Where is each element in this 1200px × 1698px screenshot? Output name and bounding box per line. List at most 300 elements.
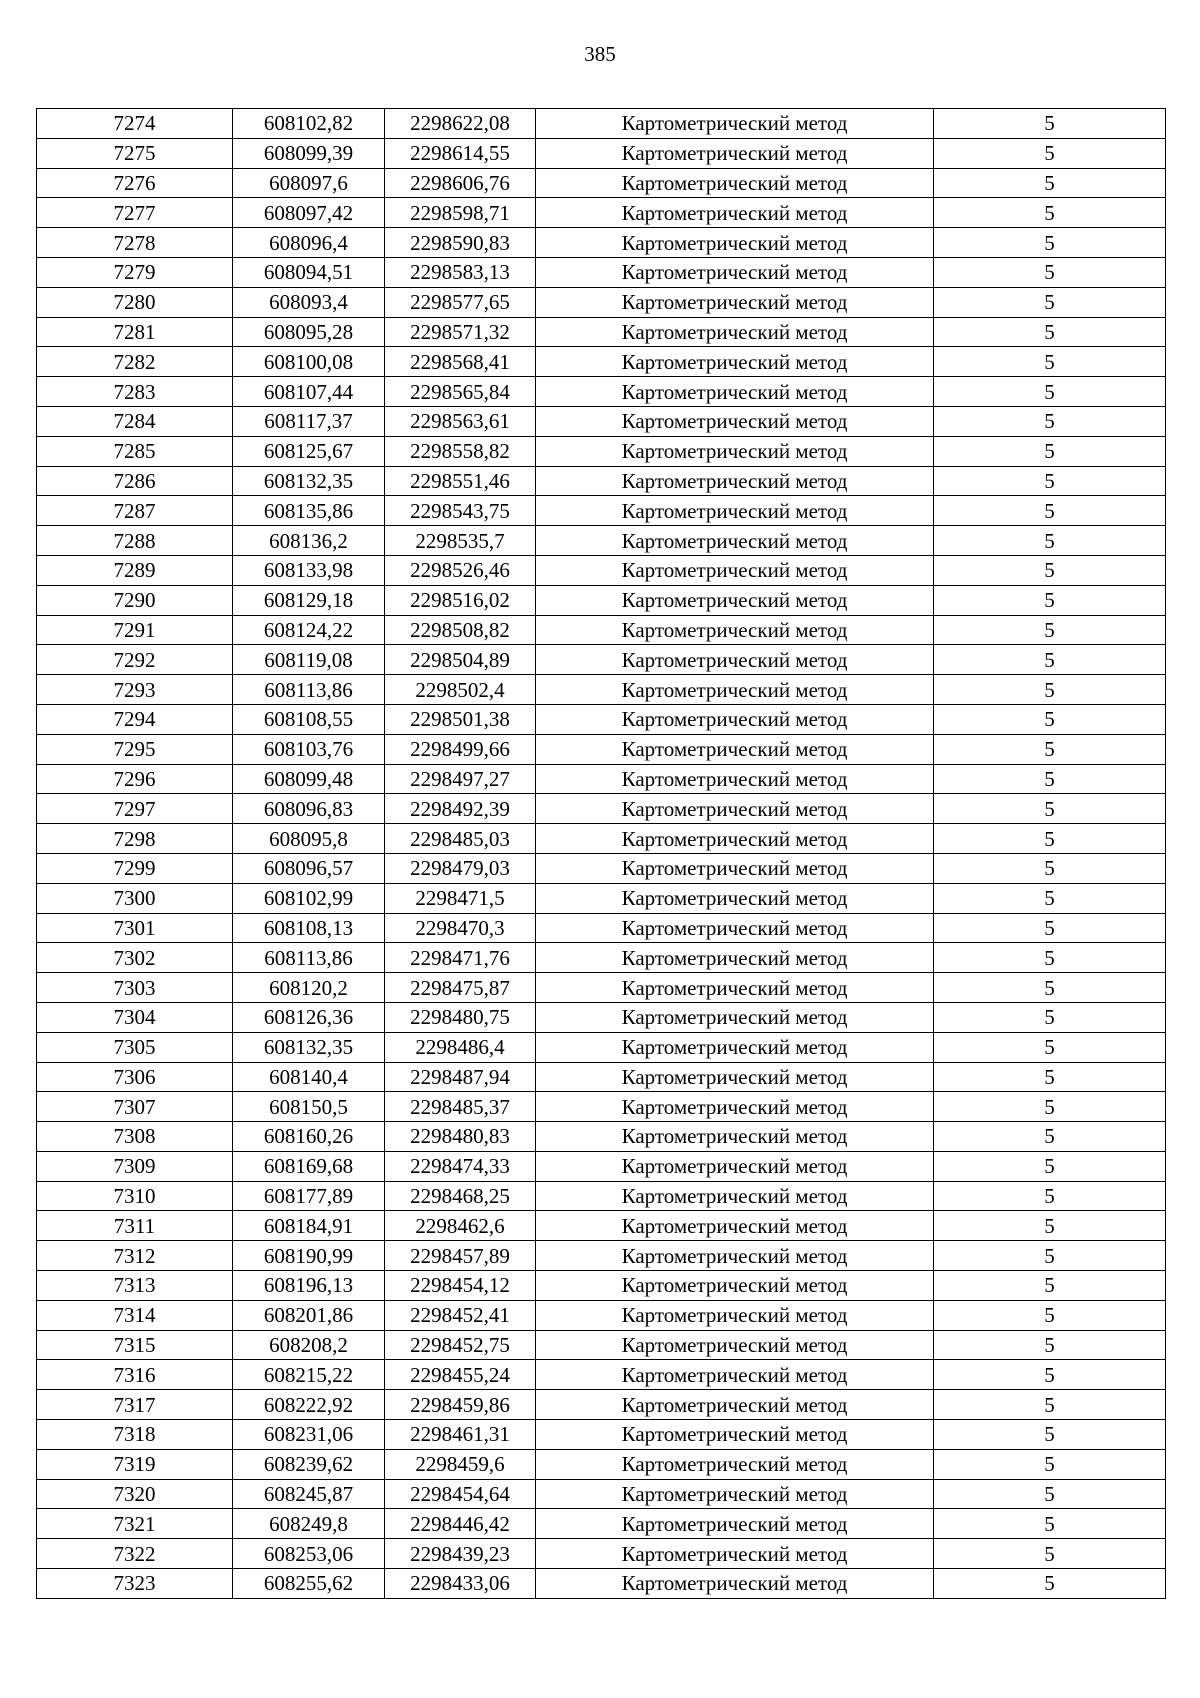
y-coordinate-cell: 2298468,25 [385, 1181, 536, 1211]
method-cell: Картометрический метод [536, 1539, 934, 1569]
point-number-cell: 7290 [37, 585, 233, 615]
method-cell: Картометрический метод [536, 883, 934, 913]
table-row [37, 257, 1166, 287]
point-number-cell: 7314 [37, 1300, 233, 1330]
accuracy-cell: 5 [934, 824, 1166, 854]
y-coordinate-cell: 2298606,76 [385, 168, 536, 198]
table-row [37, 1420, 1166, 1450]
method-cell: Картометрический метод [536, 764, 934, 794]
y-coordinate-cell: 2298558,82 [385, 436, 536, 466]
y-coordinate-cell: 2298480,83 [385, 1122, 536, 1152]
method-cell: Картометрический метод [536, 1569, 934, 1599]
point-number-cell: 7298 [37, 824, 233, 854]
point-number-cell: 7323 [37, 1569, 233, 1599]
y-coordinate-cell: 2298452,75 [385, 1330, 536, 1360]
accuracy-cell: 5 [934, 1390, 1166, 1420]
y-coordinate-cell: 2298455,24 [385, 1360, 536, 1390]
point-number-cell: 7280 [37, 287, 233, 317]
point-number-cell: 7284 [37, 406, 233, 436]
point-number-cell: 7299 [37, 853, 233, 883]
method-cell: Картометрический метод [536, 704, 934, 734]
method-cell: Картометрический метод [536, 1002, 934, 1032]
y-coordinate-cell: 2298462,6 [385, 1211, 536, 1241]
x-coordinate-cell: 608108,55 [233, 704, 385, 734]
accuracy-cell: 5 [934, 615, 1166, 645]
table-row [37, 1122, 1166, 1152]
y-coordinate-cell: 2298457,89 [385, 1241, 536, 1271]
x-coordinate-cell: 608132,35 [233, 466, 385, 496]
method-cell: Картометрический метод [536, 466, 934, 496]
method-cell: Картометрический метод [536, 824, 934, 854]
table-row [37, 1062, 1166, 1092]
point-number-cell: 7286 [37, 466, 233, 496]
point-number-cell: 7278 [37, 228, 233, 258]
x-coordinate-cell: 608184,91 [233, 1211, 385, 1241]
accuracy-cell: 5 [934, 1569, 1166, 1599]
accuracy-cell: 5 [934, 913, 1166, 943]
point-number-cell: 7288 [37, 526, 233, 556]
method-cell: Картометрический метод [536, 109, 934, 139]
x-coordinate-cell: 608113,86 [233, 943, 385, 973]
point-number-cell: 7303 [37, 973, 233, 1003]
coordinates-table [36, 108, 1166, 1599]
point-number-cell: 7316 [37, 1360, 233, 1390]
x-coordinate-cell: 608245,87 [233, 1479, 385, 1509]
accuracy-cell: 5 [934, 764, 1166, 794]
method-cell: Картометрический метод [536, 734, 934, 764]
y-coordinate-cell: 2298480,75 [385, 1002, 536, 1032]
point-number-cell: 7295 [37, 734, 233, 764]
y-coordinate-cell: 2298487,94 [385, 1062, 536, 1092]
y-coordinate-cell: 2298474,33 [385, 1151, 536, 1181]
x-coordinate-cell: 608099,48 [233, 764, 385, 794]
table-row [37, 1151, 1166, 1181]
method-cell: Картометрический метод [536, 675, 934, 705]
accuracy-cell: 5 [934, 436, 1166, 466]
y-coordinate-cell: 2298433,06 [385, 1569, 536, 1599]
y-coordinate-cell: 2298485,03 [385, 824, 536, 854]
table-row [37, 675, 1166, 705]
x-coordinate-cell: 608133,98 [233, 555, 385, 585]
accuracy-cell: 5 [934, 853, 1166, 883]
table-row [37, 1479, 1166, 1509]
accuracy-cell: 5 [934, 1122, 1166, 1152]
page-number: 385 [584, 42, 616, 66]
x-coordinate-cell: 608093,4 [233, 287, 385, 317]
y-coordinate-cell: 2298568,41 [385, 347, 536, 377]
method-cell: Картометрический метод [536, 555, 934, 585]
x-coordinate-cell: 608177,89 [233, 1181, 385, 1211]
point-number-cell: 7291 [37, 615, 233, 645]
y-coordinate-cell: 2298454,64 [385, 1479, 536, 1509]
point-number-cell: 7294 [37, 704, 233, 734]
method-cell: Картометрический метод [536, 1360, 934, 1390]
point-number-cell: 7293 [37, 675, 233, 705]
table-row [37, 973, 1166, 1003]
accuracy-cell: 5 [934, 1509, 1166, 1539]
x-coordinate-cell: 608096,4 [233, 228, 385, 258]
accuracy-cell: 5 [934, 1300, 1166, 1330]
y-coordinate-cell: 2298583,13 [385, 257, 536, 287]
table-row [37, 377, 1166, 407]
accuracy-cell: 5 [934, 1032, 1166, 1062]
x-coordinate-cell: 608132,35 [233, 1032, 385, 1062]
y-coordinate-cell: 2298501,38 [385, 704, 536, 734]
y-coordinate-cell: 2298459,86 [385, 1390, 536, 1420]
accuracy-cell: 5 [934, 1241, 1166, 1271]
method-cell: Картометрический метод [536, 943, 934, 973]
coordinates-table-body [37, 109, 1166, 1599]
x-coordinate-cell: 608222,92 [233, 1390, 385, 1420]
point-number-cell: 7296 [37, 764, 233, 794]
table-row [37, 734, 1166, 764]
table-row [37, 1330, 1166, 1360]
table-row [37, 138, 1166, 168]
table-row [37, 406, 1166, 436]
accuracy-cell: 5 [934, 138, 1166, 168]
method-cell: Картометрический метод [536, 1062, 934, 1092]
y-coordinate-cell: 2298535,7 [385, 526, 536, 556]
y-coordinate-cell: 2298471,5 [385, 883, 536, 913]
table-row [37, 1360, 1166, 1390]
table-row [37, 1539, 1166, 1569]
table-row [37, 1092, 1166, 1122]
y-coordinate-cell: 2298598,71 [385, 198, 536, 228]
table-row [37, 764, 1166, 794]
x-coordinate-cell: 608140,4 [233, 1062, 385, 1092]
method-cell: Картометрический метод [536, 1032, 934, 1062]
point-number-cell: 7302 [37, 943, 233, 973]
method-cell: Картометрический метод [536, 406, 934, 436]
method-cell: Картометрический метод [536, 496, 934, 526]
accuracy-cell: 5 [934, 257, 1166, 287]
x-coordinate-cell: 608124,22 [233, 615, 385, 645]
accuracy-cell: 5 [934, 1360, 1166, 1390]
accuracy-cell: 5 [934, 555, 1166, 585]
table-row [37, 526, 1166, 556]
y-coordinate-cell: 2298499,66 [385, 734, 536, 764]
method-cell: Картометрический метод [536, 1211, 934, 1241]
table-row [37, 347, 1166, 377]
table-row [37, 436, 1166, 466]
point-number-cell: 7300 [37, 883, 233, 913]
x-coordinate-cell: 608096,83 [233, 794, 385, 824]
x-coordinate-cell: 608107,44 [233, 377, 385, 407]
x-coordinate-cell: 608249,8 [233, 1509, 385, 1539]
x-coordinate-cell: 608125,67 [233, 436, 385, 466]
y-coordinate-cell: 2298439,23 [385, 1539, 536, 1569]
y-coordinate-cell: 2298492,39 [385, 794, 536, 824]
x-coordinate-cell: 608102,82 [233, 109, 385, 139]
method-cell: Картометрический метод [536, 1092, 934, 1122]
accuracy-cell: 5 [934, 973, 1166, 1003]
x-coordinate-cell: 608094,51 [233, 257, 385, 287]
method-cell: Картометрический метод [536, 794, 934, 824]
accuracy-cell: 5 [934, 198, 1166, 228]
x-coordinate-cell: 608255,62 [233, 1569, 385, 1599]
accuracy-cell: 5 [934, 794, 1166, 824]
method-cell: Картометрический метод [536, 1271, 934, 1301]
accuracy-cell: 5 [934, 1330, 1166, 1360]
y-coordinate-cell: 2298479,03 [385, 853, 536, 883]
accuracy-cell: 5 [934, 1092, 1166, 1122]
x-coordinate-cell: 608096,57 [233, 853, 385, 883]
point-number-cell: 7287 [37, 496, 233, 526]
x-coordinate-cell: 608108,13 [233, 913, 385, 943]
point-number-cell: 7305 [37, 1032, 233, 1062]
y-coordinate-cell: 2298502,4 [385, 675, 536, 705]
point-number-cell: 7276 [37, 168, 233, 198]
x-coordinate-cell: 608097,42 [233, 198, 385, 228]
accuracy-cell: 5 [934, 1420, 1166, 1450]
table-row [37, 555, 1166, 585]
x-coordinate-cell: 608117,37 [233, 406, 385, 436]
point-number-cell: 7306 [37, 1062, 233, 1092]
method-cell: Картометрический метод [536, 138, 934, 168]
table-row [37, 794, 1166, 824]
method-cell: Картометрический метод [536, 1479, 934, 1509]
table-row [37, 466, 1166, 496]
y-coordinate-cell: 2298622,08 [385, 109, 536, 139]
x-coordinate-cell: 608208,2 [233, 1330, 385, 1360]
accuracy-cell: 5 [934, 1181, 1166, 1211]
y-coordinate-cell: 2298454,12 [385, 1271, 536, 1301]
accuracy-cell: 5 [934, 1449, 1166, 1479]
point-number-cell: 7315 [37, 1330, 233, 1360]
accuracy-cell: 5 [934, 406, 1166, 436]
x-coordinate-cell: 608239,62 [233, 1449, 385, 1479]
y-coordinate-cell: 2298471,76 [385, 943, 536, 973]
accuracy-cell: 5 [934, 704, 1166, 734]
x-coordinate-cell: 608100,08 [233, 347, 385, 377]
x-coordinate-cell: 608190,99 [233, 1241, 385, 1271]
table-row [37, 853, 1166, 883]
table-row [37, 913, 1166, 943]
method-cell: Картометрический метод [536, 287, 934, 317]
x-coordinate-cell: 608196,13 [233, 1271, 385, 1301]
point-number-cell: 7319 [37, 1449, 233, 1479]
method-cell: Картометрический метод [536, 1390, 934, 1420]
method-cell: Картометрический метод [536, 168, 934, 198]
table-row [37, 1211, 1166, 1241]
accuracy-cell: 5 [934, 1539, 1166, 1569]
method-cell: Картометрический метод [536, 228, 934, 258]
point-number-cell: 7297 [37, 794, 233, 824]
method-cell: Картометрический метод [536, 913, 934, 943]
table-row [37, 883, 1166, 913]
x-coordinate-cell: 608119,08 [233, 645, 385, 675]
method-cell: Картометрический метод [536, 317, 934, 347]
table-row [37, 1509, 1166, 1539]
point-number-cell: 7321 [37, 1509, 233, 1539]
table-row [37, 645, 1166, 675]
table-row [37, 1390, 1166, 1420]
point-number-cell: 7285 [37, 436, 233, 466]
accuracy-cell: 5 [934, 168, 1166, 198]
point-number-cell: 7292 [37, 645, 233, 675]
method-cell: Картометрический метод [536, 585, 934, 615]
method-cell: Картометрический метод [536, 1420, 934, 1450]
method-cell: Картометрический метод [536, 257, 934, 287]
y-coordinate-cell: 2298470,3 [385, 913, 536, 943]
accuracy-cell: 5 [934, 377, 1166, 407]
point-number-cell: 7320 [37, 1479, 233, 1509]
method-cell: Картометрический метод [536, 1181, 934, 1211]
x-coordinate-cell: 608136,2 [233, 526, 385, 556]
y-coordinate-cell: 2298526,46 [385, 555, 536, 585]
method-cell: Картометрический метод [536, 436, 934, 466]
accuracy-cell: 5 [934, 496, 1166, 526]
table-row [37, 1032, 1166, 1062]
point-number-cell: 7283 [37, 377, 233, 407]
point-number-cell: 7282 [37, 347, 233, 377]
accuracy-cell: 5 [934, 883, 1166, 913]
table-row [37, 198, 1166, 228]
x-coordinate-cell: 608099,39 [233, 138, 385, 168]
accuracy-cell: 5 [934, 1211, 1166, 1241]
table-row [37, 168, 1166, 198]
accuracy-cell: 5 [934, 466, 1166, 496]
point-number-cell: 7274 [37, 109, 233, 139]
x-coordinate-cell: 608253,06 [233, 1539, 385, 1569]
x-coordinate-cell: 608113,86 [233, 675, 385, 705]
x-coordinate-cell: 608102,99 [233, 883, 385, 913]
table-row [37, 1002, 1166, 1032]
x-coordinate-cell: 608097,6 [233, 168, 385, 198]
accuracy-cell: 5 [934, 1002, 1166, 1032]
y-coordinate-cell: 2298504,89 [385, 645, 536, 675]
point-number-cell: 7275 [37, 138, 233, 168]
accuracy-cell: 5 [934, 526, 1166, 556]
accuracy-cell: 5 [934, 287, 1166, 317]
point-number-cell: 7308 [37, 1122, 233, 1152]
method-cell: Картометрический метод [536, 1300, 934, 1330]
y-coordinate-cell: 2298577,65 [385, 287, 536, 317]
accuracy-cell: 5 [934, 1271, 1166, 1301]
y-coordinate-cell: 2298459,6 [385, 1449, 536, 1479]
y-coordinate-cell: 2298516,02 [385, 585, 536, 615]
method-cell: Картометрический метод [536, 645, 934, 675]
y-coordinate-cell: 2298461,31 [385, 1420, 536, 1450]
point-number-cell: 7312 [37, 1241, 233, 1271]
x-coordinate-cell: 608095,28 [233, 317, 385, 347]
accuracy-cell: 5 [934, 1151, 1166, 1181]
table-row [37, 1449, 1166, 1479]
accuracy-cell: 5 [934, 675, 1166, 705]
y-coordinate-cell: 2298446,42 [385, 1509, 536, 1539]
x-coordinate-cell: 608126,36 [233, 1002, 385, 1032]
table-row [37, 1569, 1166, 1599]
method-cell: Картометрический метод [536, 1449, 934, 1479]
method-cell: Картометрический метод [536, 1509, 934, 1539]
x-coordinate-cell: 608169,68 [233, 1151, 385, 1181]
x-coordinate-cell: 608231,06 [233, 1420, 385, 1450]
accuracy-cell: 5 [934, 228, 1166, 258]
table-row [37, 496, 1166, 526]
method-cell: Картометрический метод [536, 347, 934, 377]
table-row [37, 287, 1166, 317]
accuracy-cell: 5 [934, 1479, 1166, 1509]
point-number-cell: 7289 [37, 555, 233, 585]
y-coordinate-cell: 2298543,75 [385, 496, 536, 526]
y-coordinate-cell: 2298565,84 [385, 377, 536, 407]
table-row [37, 1300, 1166, 1330]
y-coordinate-cell: 2298508,82 [385, 615, 536, 645]
method-cell: Картометрический метод [536, 853, 934, 883]
y-coordinate-cell: 2298497,27 [385, 764, 536, 794]
x-coordinate-cell: 608103,76 [233, 734, 385, 764]
method-cell: Картометрический метод [536, 1330, 934, 1360]
table-row [37, 228, 1166, 258]
y-coordinate-cell: 2298551,46 [385, 466, 536, 496]
accuracy-cell: 5 [934, 109, 1166, 139]
method-cell: Картометрический метод [536, 198, 934, 228]
point-number-cell: 7322 [37, 1539, 233, 1569]
point-number-cell: 7307 [37, 1092, 233, 1122]
x-coordinate-cell: 608201,86 [233, 1300, 385, 1330]
table-row [37, 704, 1166, 734]
y-coordinate-cell: 2298614,55 [385, 138, 536, 168]
point-number-cell: 7281 [37, 317, 233, 347]
table-row [37, 109, 1166, 139]
table-row [37, 615, 1166, 645]
method-cell: Картометрический метод [536, 615, 934, 645]
y-coordinate-cell: 2298571,32 [385, 317, 536, 347]
x-coordinate-cell: 608150,5 [233, 1092, 385, 1122]
method-cell: Картометрический метод [536, 973, 934, 1003]
x-coordinate-cell: 608135,86 [233, 496, 385, 526]
table-row [37, 824, 1166, 854]
table-row [37, 317, 1166, 347]
method-cell: Картометрический метод [536, 1151, 934, 1181]
point-number-cell: 7317 [37, 1390, 233, 1420]
method-cell: Картометрический метод [536, 377, 934, 407]
x-coordinate-cell: 608160,26 [233, 1122, 385, 1152]
x-coordinate-cell: 608215,22 [233, 1360, 385, 1390]
table-row [37, 585, 1166, 615]
table-row [37, 1181, 1166, 1211]
x-coordinate-cell: 608095,8 [233, 824, 385, 854]
table-row [37, 1271, 1166, 1301]
y-coordinate-cell: 2298563,61 [385, 406, 536, 436]
y-coordinate-cell: 2298486,4 [385, 1032, 536, 1062]
x-coordinate-cell: 608129,18 [233, 585, 385, 615]
y-coordinate-cell: 2298475,87 [385, 973, 536, 1003]
table-row [37, 1241, 1166, 1271]
method-cell: Картометрический метод [536, 1122, 934, 1152]
point-number-cell: 7309 [37, 1151, 233, 1181]
accuracy-cell: 5 [934, 317, 1166, 347]
point-number-cell: 7313 [37, 1271, 233, 1301]
point-number-cell: 7277 [37, 198, 233, 228]
y-coordinate-cell: 2298452,41 [385, 1300, 536, 1330]
accuracy-cell: 5 [934, 585, 1166, 615]
accuracy-cell: 5 [934, 347, 1166, 377]
y-coordinate-cell: 2298485,37 [385, 1092, 536, 1122]
method-cell: Картометрический метод [536, 1241, 934, 1271]
method-cell: Картометрический метод [536, 526, 934, 556]
point-number-cell: 7310 [37, 1181, 233, 1211]
table-row [37, 943, 1166, 973]
point-number-cell: 7304 [37, 1002, 233, 1032]
point-number-cell: 7279 [37, 257, 233, 287]
accuracy-cell: 5 [934, 943, 1166, 973]
accuracy-cell: 5 [934, 734, 1166, 764]
point-number-cell: 7311 [37, 1211, 233, 1241]
point-number-cell: 7301 [37, 913, 233, 943]
accuracy-cell: 5 [934, 645, 1166, 675]
x-coordinate-cell: 608120,2 [233, 973, 385, 1003]
